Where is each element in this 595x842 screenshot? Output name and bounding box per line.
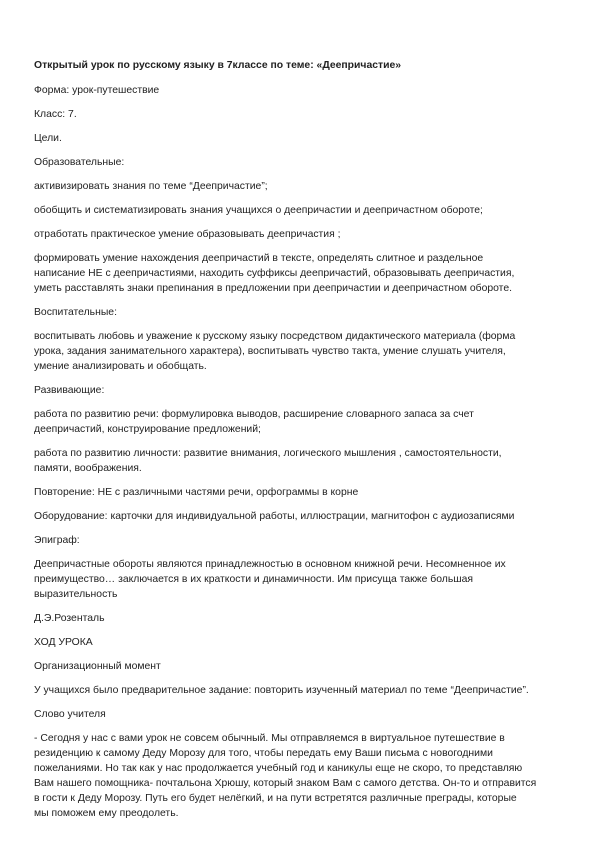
text-line: написание НЕ с деепричастиями, находить суффиксы деепричастий, образовывать деепричастия, [34,268,515,279]
text-line: работа по развитию личности: развитие внимания, логического мышления , самостоятельности, [34,448,502,459]
text-line: формировать умение нахождения деепричастий в тексте, определять слитное и раздельное [34,253,484,264]
text-line: работа по развитию речи: формулировка выводов, расширение словарного запаса за счет [34,409,474,420]
text-line: Вам нашего помощника- почтальона Хрюшу, который знаком Вам с самого детства. Он-то и отправится [34,778,537,789]
text-line: резиденцию к самому Деду Морозу для того, чтобы передать ему Ваши письма с новогодними [34,748,493,759]
text-line: Деепричастные обороты являются принадлежностью в основном книжной речи. Несомненное их [34,559,506,570]
epigraph-text [34,557,555,602]
educational-goal-1: активизировать знания по теме “Деепричастие”; [34,181,268,192]
text-line: урока, задания занимательного характера), воспитывать чувство такта, умение слушать учителя, [34,346,506,357]
educational-goal-4 [34,251,555,296]
text-line: умение анализировать и обобщать. [34,361,207,372]
lesson-form: Форма: урок-путешествие [34,85,160,96]
teacher-speech [34,731,555,821]
educational-heading: Образовательные: [34,157,125,168]
educational-goal-2: обобщить и систематизировать знания учащихся о деепричастии и деепричастном обороте; [34,205,483,216]
text-line: пожеланиями. Но так как у нас продолжается учебный год и каникулы еще не скоро, то представляю [34,763,523,774]
text-line: воспитывать любовь и уважение к русскому языку посредством дидактического материала (форма [34,331,516,342]
text-line: в гости к Деду Морозу. Путь его будет нелёгкий, и на пути встретятся различные преграды, которые [34,793,517,804]
upbringing-goal-1 [34,329,555,374]
document-title: Открытый урок по русскому языку в 7классе по теме: «Деепричастие» [34,60,402,71]
upbringing-heading: Воспитательные: [34,307,117,318]
text-line: выразительность [34,589,118,600]
equipment-line: Оборудование: карточки для индивидуальной работы, иллюстрации, магнитофон с аудиозаписями [34,511,515,522]
text-line: - Сегодня у нас с вами урок не совсем обычный. Мы отправляемся в виртуальное путешествие в [34,733,505,744]
preliminary-task: У учащихся было предварительное задание: повторить изученный материал по теме “Деепричастие”. [34,685,529,696]
goals-heading: Цели. [34,133,62,144]
org-moment-heading: Организационный момент [34,661,161,672]
developing-goal-1 [34,407,555,437]
developing-goal-2 [34,446,555,476]
teacher-word-heading: Слово учителя [34,709,106,720]
repetition-line: Повторение: НЕ с различными частями речи, орфограммы в корне [34,487,359,498]
text-line: преимущество… заключается в их краткости и динамичности. Им присуща также большая [34,574,473,585]
epigraph-heading: Эпиграф: [34,535,80,546]
lesson-course-heading: ХОД УРОКА [34,637,93,648]
text-line: уметь расставлять знаки препинания в предложении при деепричастии и деепричастном обороте. [34,283,512,294]
epigraph-author: Д.Э.Розенталь [34,613,105,624]
text-line: деепричастий, конструирование предложений; [34,424,261,435]
text-line: мы поможем ему преодолеть. [34,808,179,819]
developing-heading: Развивающие: [34,385,105,396]
educational-goal-3: отработать практическое умение образовывать деепричастия ; [34,229,341,240]
text-line: памяти, воображения. [34,463,142,474]
lesson-grade: Класс: 7. [34,109,77,120]
